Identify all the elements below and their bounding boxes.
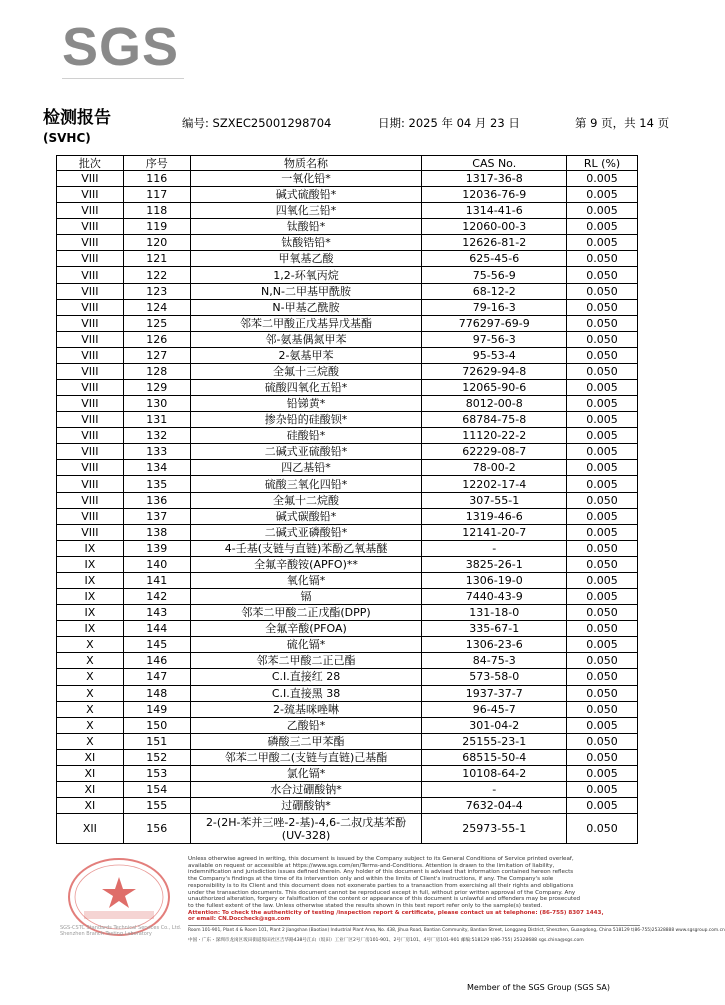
seq-cell: 154 — [123, 781, 190, 797]
seq-cell: 148 — [123, 685, 190, 701]
disclaimer-line: responsibility is to its Client and this document does not exonerate parties to a transaction from exercising all their rights and obligations — [188, 882, 574, 889]
table-row — [57, 524, 638, 540]
seq-cell: 145 — [123, 637, 190, 653]
cas-cell: 1306-23-6 — [422, 637, 567, 653]
substance-cell: 硅酸铅* — [190, 428, 422, 444]
substance-cell: 钛酸锆铅* — [190, 235, 422, 251]
cas-cell: 79-16-3 — [422, 299, 567, 315]
cas-cell: 12626-81-2 — [422, 235, 567, 251]
batch-cell: VIII — [57, 476, 124, 492]
table-row — [57, 235, 638, 251]
col-cas: CAS No. — [422, 156, 567, 171]
seq-cell: 121 — [123, 251, 190, 267]
table-row — [57, 251, 638, 267]
table-row — [57, 347, 638, 363]
cas-cell: 12202-17-4 — [422, 476, 567, 492]
table-row — [57, 299, 638, 315]
attention-line: or email: CN.Doccheck@sgs.com — [188, 916, 291, 923]
substance-cell: 掺杂铅的硅酸钡* — [190, 412, 422, 428]
report-number: 编号: SZXEC25001298704 — [182, 116, 332, 130]
cas-cell: 1319-46-6 — [422, 508, 567, 524]
substance-cell: 硫酸三氧化四铅* — [190, 476, 422, 492]
cas-cell: 68-12-2 — [422, 283, 567, 299]
batch-cell: IX — [57, 621, 124, 637]
rl-cell: 0.005 — [567, 203, 638, 219]
seq-cell: 134 — [123, 460, 190, 476]
batch-cell: VIII — [57, 460, 124, 476]
cas-cell: 97-56-3 — [422, 331, 567, 347]
batch-cell: VIII — [57, 219, 124, 235]
rl-cell: 0.005 — [567, 428, 638, 444]
batch-cell: VIII — [57, 444, 124, 460]
substance-cell: 邻苯二甲酸二(支链与直链)己基酯 — [190, 749, 422, 765]
batch-cell: VIII — [57, 508, 124, 524]
cas-cell: 62229-08-7 — [422, 444, 567, 460]
seq-cell: 116 — [123, 171, 190, 187]
seq-cell: 141 — [123, 572, 190, 588]
rl-cell: 0.005 — [567, 396, 638, 412]
rl-cell: 0.050 — [567, 669, 638, 685]
report-title: 检测报告 — [43, 108, 111, 128]
disclaimer-line: indemnification and jurisdiction issues defined therein. Any holder of this document is advised that information contained hereon reflects — [188, 869, 574, 876]
cas-cell: 72629-94-8 — [422, 363, 567, 379]
substance-cell: 钛酸铅* — [190, 219, 422, 235]
rl-cell: 0.005 — [567, 524, 638, 540]
rl-cell: 0.005 — [567, 187, 638, 203]
substance-cell: 甲氧基乙酸 — [190, 251, 422, 267]
table-row — [57, 396, 638, 412]
seq-cell: 155 — [123, 798, 190, 814]
table-row — [57, 444, 638, 460]
substance-cell: 过硼酸钠* — [190, 798, 422, 814]
batch-cell: VIII — [57, 283, 124, 299]
table-row — [57, 798, 638, 814]
substance-cell: 邻苯二甲酸二正己酯 — [190, 653, 422, 669]
batch-cell: VIII — [57, 315, 124, 331]
batch-cell: XI — [57, 749, 124, 765]
substance-cell: 碱式硫酸铅* — [190, 187, 422, 203]
substance-cell: C.I.直接黑 38 — [190, 685, 422, 701]
batch-cell: X — [57, 653, 124, 669]
address-divider — [188, 925, 640, 926]
cas-cell: 25155-23-1 — [422, 733, 567, 749]
cas-cell: 84-75-3 — [422, 653, 567, 669]
batch-cell: X — [57, 669, 124, 685]
seq-cell: 130 — [123, 396, 190, 412]
cas-cell: 776297-69-9 — [422, 315, 567, 331]
table-row — [57, 572, 638, 588]
table-row — [57, 589, 638, 605]
substance-cell: 镉 — [190, 589, 422, 605]
batch-cell: IX — [57, 589, 124, 605]
table-header-row — [57, 156, 638, 171]
seq-cell: 117 — [123, 187, 190, 203]
table-row — [57, 380, 638, 396]
cas-cell: 25973-55-1 — [422, 814, 567, 844]
attention-line: Attention: To check the authenticity of testing /inspection report & certificate, please contact us at telephone: (86-755) 8307 1443, — [188, 909, 604, 916]
svhc-table — [56, 155, 638, 844]
cas-cell: 7440-43-9 — [422, 589, 567, 605]
cas-cell: 625-45-6 — [422, 251, 567, 267]
batch-cell: VIII — [57, 412, 124, 428]
cas-cell: 68515-50-4 — [422, 749, 567, 765]
report-subtitle: (SVHC) — [43, 131, 91, 145]
batch-cell: VIII — [57, 492, 124, 508]
table-row — [57, 460, 638, 476]
rl-cell: 0.005 — [567, 637, 638, 653]
rl-cell: 0.050 — [567, 605, 638, 621]
rl-cell: 0.005 — [567, 412, 638, 428]
seq-cell: 129 — [123, 380, 190, 396]
table-row — [57, 428, 638, 444]
batch-cell: VIII — [57, 299, 124, 315]
cas-cell: 573-58-0 — [422, 669, 567, 685]
logo-divider — [62, 78, 184, 79]
seq-cell: 146 — [123, 653, 190, 669]
batch-cell: VIII — [57, 203, 124, 219]
batch-cell: VIII — [57, 267, 124, 283]
disclaimer-line: to the fullest extent of the law. Unless otherwise stated the results shown in this test report refer only to the sample(s) tested. — [188, 902, 543, 909]
batch-cell: X — [57, 701, 124, 717]
batch-cell: VIII — [57, 363, 124, 379]
table-row — [57, 203, 638, 219]
substance-cell: C.I.直接红 28 — [190, 669, 422, 685]
rl-cell: 0.005 — [567, 380, 638, 396]
batch-cell: VIII — [57, 187, 124, 203]
seq-cell: 144 — [123, 621, 190, 637]
rl-cell: 0.050 — [567, 653, 638, 669]
substance-cell: 乙酸铅* — [190, 717, 422, 733]
disclaimer — [188, 856, 640, 923]
table-row — [57, 621, 638, 637]
batch-cell: VIII — [57, 524, 124, 540]
substance-cell: 四氧化三铅* — [190, 203, 422, 219]
seq-cell: 120 — [123, 235, 190, 251]
seq-cell: 150 — [123, 717, 190, 733]
batch-cell: VIII — [57, 235, 124, 251]
batch-cell: IX — [57, 540, 124, 556]
cas-cell: 12141-20-7 — [422, 524, 567, 540]
table-row — [57, 187, 638, 203]
rl-cell: 0.005 — [567, 235, 638, 251]
substance-cell: 2-(2H-苯并三唑-2-基)-4,6-二叔戊基苯酚 (UV-328) — [190, 814, 422, 844]
cas-cell: 335-67-1 — [422, 621, 567, 637]
batch-cell: VIII — [57, 347, 124, 363]
table-row — [57, 556, 638, 572]
table-row — [57, 283, 638, 299]
table-row — [57, 363, 638, 379]
seq-cell: 142 — [123, 589, 190, 605]
seq-cell: 139 — [123, 540, 190, 556]
cas-cell: 75-56-9 — [422, 267, 567, 283]
substance-cell: 邻苯二甲酸正戊基异戊基酯 — [190, 315, 422, 331]
batch-cell: IX — [57, 556, 124, 572]
batch-cell: XI — [57, 798, 124, 814]
table-row — [57, 412, 638, 428]
substance-cell: 铅锑黄* — [190, 396, 422, 412]
rl-cell: 0.050 — [567, 685, 638, 701]
cas-cell: 10108-64-2 — [422, 765, 567, 781]
substance-cell: 氧化镉* — [190, 572, 422, 588]
substance-cell: N,N-二甲基甲酰胺 — [190, 283, 422, 299]
seq-cell: 125 — [123, 315, 190, 331]
table-row — [57, 492, 638, 508]
substance-cell: 全氟十二烷酸 — [190, 492, 422, 508]
seq-cell: 123 — [123, 283, 190, 299]
seq-cell: 126 — [123, 331, 190, 347]
substance-cell: 全氟十三烷酸 — [190, 363, 422, 379]
col-rl: RL (%) — [567, 156, 638, 171]
substance-cell: 1,2-环氧丙烷 — [190, 267, 422, 283]
cas-cell: 78-00-2 — [422, 460, 567, 476]
substance-cell: 邻苯二甲酸二正戊酯(DPP) — [190, 605, 422, 621]
rl-cell: 0.050 — [567, 540, 638, 556]
cas-cell: 12060-00-3 — [422, 219, 567, 235]
rl-cell: 0.005 — [567, 572, 638, 588]
table-row — [57, 476, 638, 492]
rl-cell: 0.005 — [567, 476, 638, 492]
seq-cell: 133 — [123, 444, 190, 460]
rl-cell: 0.005 — [567, 460, 638, 476]
table-row — [57, 749, 638, 765]
cas-cell: 1317-36-8 — [422, 171, 567, 187]
substance-cell: N-甲基乙酰胺 — [190, 299, 422, 315]
batch-cell: VIII — [57, 331, 124, 347]
seq-cell: 132 — [123, 428, 190, 444]
rl-cell: 0.050 — [567, 492, 638, 508]
table-row — [57, 781, 638, 797]
rl-cell: 0.005 — [567, 765, 638, 781]
cas-cell: 1306-19-0 — [422, 572, 567, 588]
batch-cell: VIII — [57, 396, 124, 412]
rl-cell: 0.050 — [567, 621, 638, 637]
substance-cell: 硫化镉* — [190, 637, 422, 653]
rl-cell: 0.005 — [567, 219, 638, 235]
rl-cell: 0.050 — [567, 701, 638, 717]
disclaimer-line: under the transaction documents. This document cannot be reproduced except in full, without prior written approval of the Company. Any — [188, 889, 576, 896]
rl-cell: 0.050 — [567, 347, 638, 363]
table-row — [57, 765, 638, 781]
disclaimer-line: unauthorized alteration, forgery or falsification of the content or appearance of this document is unlawful and offenders may be prosecuted — [188, 896, 581, 903]
substance-cell: 2-氨基甲苯 — [190, 347, 422, 363]
batch-cell: VIII — [57, 428, 124, 444]
cas-cell: 1314-41-6 — [422, 203, 567, 219]
seal-caption: SGS-CSTC Standards Technical Services Co., Ltd. Shenzhen Branch Testing Laboratory — [60, 925, 182, 937]
cas-cell: 131-18-0 — [422, 605, 567, 621]
table-row — [57, 733, 638, 749]
seq-cell: 119 — [123, 219, 190, 235]
substance-cell: 邻-氨基偶氮甲苯 — [190, 331, 422, 347]
batch-cell: XII — [57, 814, 124, 844]
substance-cell: 二碱式亚磷酸铅* — [190, 524, 422, 540]
cas-cell: 307-55-1 — [422, 492, 567, 508]
cas-cell: - — [422, 781, 567, 797]
batch-cell: IX — [57, 605, 124, 621]
disclaimer-line: Unless otherwise agreed in writing, this document is issued by the Company subject to its General Conditions of Service printed overleaf, — [188, 856, 574, 862]
seq-cell: 152 — [123, 749, 190, 765]
rl-cell: 0.050 — [567, 299, 638, 315]
cas-cell: 11120-22-2 — [422, 428, 567, 444]
batch-cell: XI — [57, 781, 124, 797]
seq-cell: 136 — [123, 492, 190, 508]
cas-cell: 1937-37-7 — [422, 685, 567, 701]
rl-cell: 0.005 — [567, 171, 638, 187]
cas-cell: - — [422, 540, 567, 556]
rl-cell: 0.050 — [567, 814, 638, 844]
table-row — [57, 508, 638, 524]
address-cn: 中国・广东・深圳市龙岗区坂田街道坂田社区吉华路438号江山（坂田）工业厂区2号厂房101-901、2号厂房101、4号厂房101-901 邮编:518129 t(86-755) 25328688 sgs.china@sgs.com — [188, 938, 584, 943]
batch-cell: X — [57, 717, 124, 733]
col-seq: 序号 — [123, 156, 190, 171]
rl-cell: 0.050 — [567, 733, 638, 749]
substance-cell: 全氟辛酸铵(APFO)** — [190, 556, 422, 572]
rl-cell: 0.050 — [567, 267, 638, 283]
substance-cell: 氯化镉* — [190, 765, 422, 781]
seq-cell: 135 — [123, 476, 190, 492]
cas-cell: 8012-00-8 — [422, 396, 567, 412]
table-row — [57, 219, 638, 235]
table-row — [57, 814, 638, 844]
table-row — [57, 717, 638, 733]
substance-cell: 四乙基铅* — [190, 460, 422, 476]
rl-cell: 0.050 — [567, 251, 638, 267]
seq-cell: 137 — [123, 508, 190, 524]
batch-cell: VIII — [57, 251, 124, 267]
cas-cell: 95-53-4 — [422, 347, 567, 363]
cas-cell: 12065-90-6 — [422, 380, 567, 396]
substance-cell: 二碱式亚硫酸铅* — [190, 444, 422, 460]
substance-cell: 全氟辛酸(PFOA) — [190, 621, 422, 637]
rl-cell: 0.050 — [567, 556, 638, 572]
batch-cell: VIII — [57, 380, 124, 396]
table-row — [57, 267, 638, 283]
sgs-logo: SGS — [62, 17, 180, 77]
rl-cell: 0.005 — [567, 508, 638, 524]
table-row — [57, 637, 638, 653]
rl-cell: 0.050 — [567, 363, 638, 379]
seq-cell: 151 — [123, 733, 190, 749]
rl-cell: 0.050 — [567, 331, 638, 347]
col-batch: 批次 — [57, 156, 124, 171]
table-row — [57, 315, 638, 331]
member-statement: Member of the SGS Group (SGS SA) — [467, 983, 611, 992]
seq-cell: 124 — [123, 299, 190, 315]
seq-cell: 128 — [123, 363, 190, 379]
rl-cell: 0.005 — [567, 717, 638, 733]
cas-cell: 12036-76-9 — [422, 187, 567, 203]
substance-cell: 4-壬基(支链与直链)苯酚乙氧基醚 — [190, 540, 422, 556]
seq-cell: 118 — [123, 203, 190, 219]
seq-cell: 122 — [123, 267, 190, 283]
batch-cell: X — [57, 637, 124, 653]
rl-cell: 0.050 — [567, 283, 638, 299]
table-row — [57, 605, 638, 621]
seq-cell: 156 — [123, 814, 190, 844]
table-row — [57, 171, 638, 187]
seq-cell: 149 — [123, 701, 190, 717]
table-row — [57, 653, 638, 669]
seq-cell: 127 — [123, 347, 190, 363]
disclaimer-line: available on request or accessible at https://www.sgs.com/en/Terms-and-Conditions. Attention is drawn to the limitation of liability, — [188, 862, 555, 869]
page-indicator: 第 9 页，共 14 页 — [575, 116, 670, 130]
seq-cell: 140 — [123, 556, 190, 572]
cas-cell: 3825-26-1 — [422, 556, 567, 572]
rl-cell: 0.005 — [567, 444, 638, 460]
seq-cell: 153 — [123, 765, 190, 781]
rl-cell: 0.050 — [567, 749, 638, 765]
substance-cell: 硫酸四氧化五铅* — [190, 380, 422, 396]
table-row — [57, 540, 638, 556]
substance-cell: 磷酸三二甲苯酯 — [190, 733, 422, 749]
batch-cell: XI — [57, 765, 124, 781]
address-en: Room 101-901, Plant 4 & Room 101, Plant 2 Jiangshan (Baotian) Industrial Plant Area, No. 438, Jihua Road, Bantian Community, Bantian Street, Longgang District, Shenzhen, Guangdong, China 518129 t(86-755)25328888 www.sgsgroup.com.cn — [188, 928, 725, 933]
rl-cell: 0.005 — [567, 781, 638, 797]
substance-cell: 水合过硼酸钠* — [190, 781, 422, 797]
col-substance: 物质名称 — [190, 156, 422, 171]
table-row — [57, 701, 638, 717]
cas-cell: 301-04-2 — [422, 717, 567, 733]
batch-cell: IX — [57, 572, 124, 588]
cas-cell: 7632-04-4 — [422, 798, 567, 814]
table-row — [57, 331, 638, 347]
disclaimer-line: the Company's findings at the time of its intervention only and within the limits of Client's instructions, if any. The Company's sole — [188, 876, 554, 883]
substance-cell: 碱式碳酸铅* — [190, 508, 422, 524]
rl-cell: 0.050 — [567, 315, 638, 331]
batch-cell: VIII — [57, 171, 124, 187]
substance-cell: 2-巯基咪唑啉 — [190, 701, 422, 717]
rl-cell: 0.005 — [567, 798, 638, 814]
seq-cell: 138 — [123, 524, 190, 540]
seq-cell: 131 — [123, 412, 190, 428]
report-date: 日期: 2025 年 04 月 23 日 — [378, 116, 520, 130]
cas-cell: 68784-75-8 — [422, 412, 567, 428]
batch-cell: X — [57, 685, 124, 701]
substance-cell: 一氧化铅* — [190, 171, 422, 187]
rl-cell: 0.005 — [567, 589, 638, 605]
batch-cell: X — [57, 733, 124, 749]
seq-cell: 147 — [123, 669, 190, 685]
table-row — [57, 669, 638, 685]
table-row — [57, 685, 638, 701]
cas-cell: 96-45-7 — [422, 701, 567, 717]
seq-cell: 143 — [123, 605, 190, 621]
